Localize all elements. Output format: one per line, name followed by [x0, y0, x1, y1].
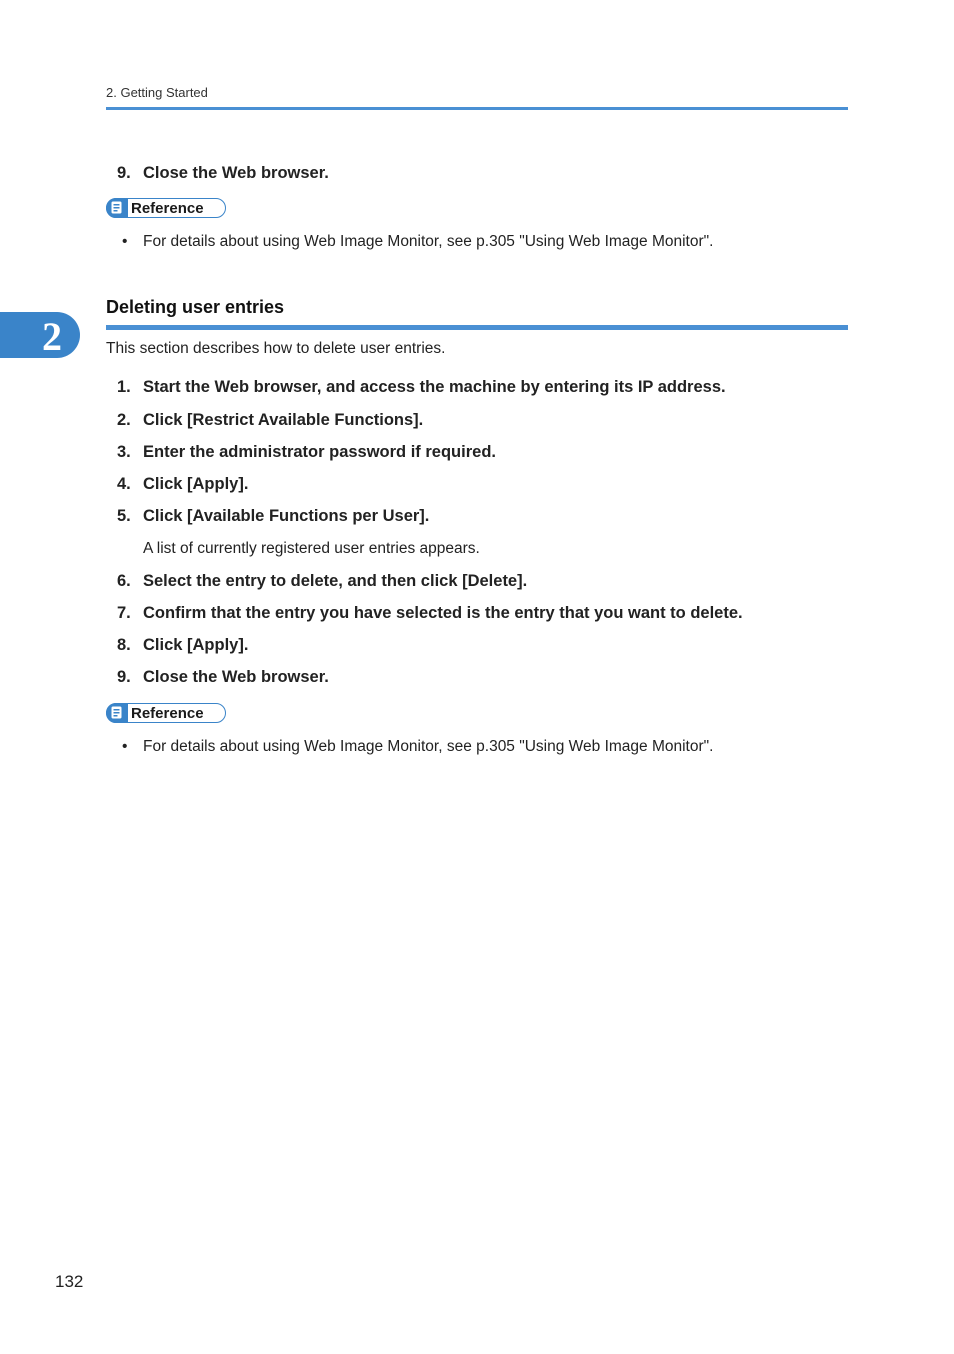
- header-rule: [106, 107, 848, 110]
- step-item: [117, 668, 329, 687]
- reference-badge: [106, 703, 226, 723]
- bullet-dot: •: [122, 738, 128, 755]
- step-number: 3.: [117, 443, 131, 461]
- step-number: 4.: [117, 475, 131, 493]
- step-text: Click [Restrict Available Functions].: [143, 411, 424, 429]
- section-intro: This section describes how to delete user entries.: [106, 340, 446, 357]
- section-title: Deleting user entries: [106, 297, 285, 317]
- step-text: Close the Web browser.: [143, 164, 329, 182]
- step-item: [117, 411, 423, 430]
- step-item: [117, 443, 496, 462]
- step-number: 2.: [117, 411, 131, 429]
- reference-badge: [106, 198, 226, 218]
- step-item: [117, 572, 527, 591]
- step-text: Click [Apply].: [143, 636, 249, 654]
- step-item: [117, 604, 743, 623]
- step-text: Click [Available Functions per User].: [143, 507, 430, 525]
- step-text: Click [Apply].: [143, 475, 249, 493]
- step-item: [117, 507, 429, 526]
- step-item: [117, 164, 329, 183]
- step-item: [117, 636, 248, 655]
- reference-note-icon: [106, 703, 128, 723]
- reference-label: Reference: [131, 705, 204, 722]
- step-item: [117, 475, 248, 494]
- step-text: Start the Web browser, and access the machine by entering its IP address.: [143, 378, 726, 396]
- bullet-dot: •: [122, 233, 128, 250]
- chapter-tab: [0, 312, 80, 358]
- reference-bullet-text: For details about using Web Image Monitor, see p.305 "Using Web Image Monitor".: [143, 738, 714, 755]
- reference-bullet: [122, 738, 713, 756]
- step-text: Select the entry to delete, and then click [Delete].: [143, 572, 528, 590]
- running-header: 2. Getting Started: [106, 85, 208, 100]
- step-text: Enter the administrator password if required.: [143, 443, 496, 461]
- step-number: 1.: [117, 378, 131, 396]
- chapter-number: 2: [42, 314, 62, 359]
- step-text: Confirm that the entry you have selected is the entry that you want to delete.: [143, 604, 743, 622]
- step-item: [117, 378, 726, 397]
- reference-bullet: [122, 233, 713, 251]
- step-text: Close the Web browser.: [143, 668, 329, 686]
- step-number: 9.: [117, 668, 131, 686]
- reference-bullet-text: For details about using Web Image Monitor, see p.305 "Using Web Image Monitor".: [143, 233, 714, 250]
- reference-note-icon: [106, 198, 128, 218]
- section-rule: [106, 325, 848, 330]
- step-number: 8.: [117, 636, 131, 654]
- step-number: 7.: [117, 604, 131, 622]
- step-note: A list of currently registered user entries appears.: [143, 540, 480, 557]
- step-number: 9.: [117, 164, 131, 182]
- step-number: 5.: [117, 507, 131, 525]
- reference-label: Reference: [131, 200, 204, 217]
- page-number: 132: [55, 1272, 84, 1291]
- step-number: 6.: [117, 572, 131, 590]
